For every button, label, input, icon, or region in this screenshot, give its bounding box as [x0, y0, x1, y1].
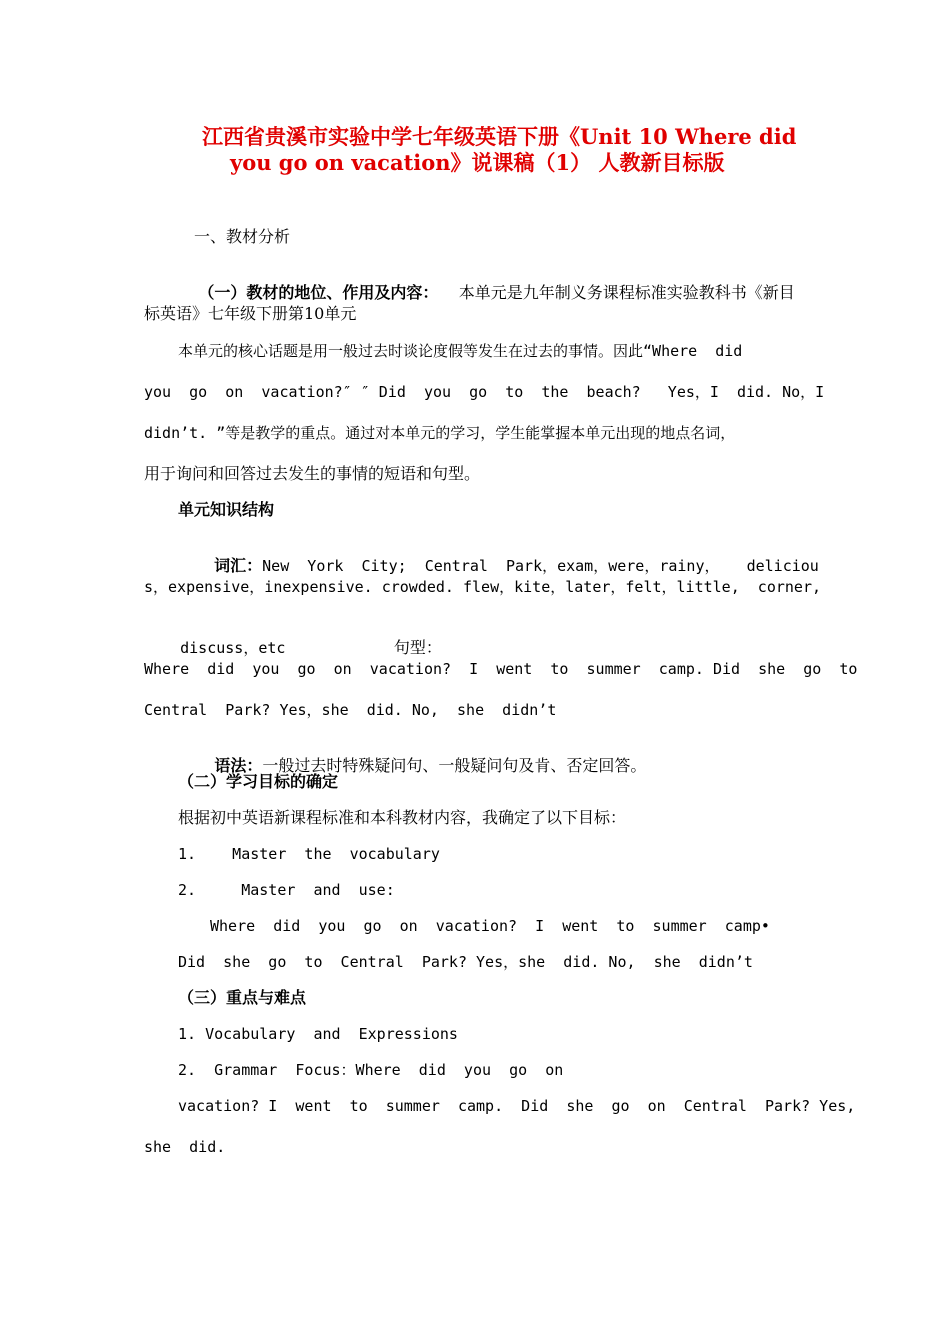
key-point-item-2: 2. Grammar Focus：Where did you go on [178, 1061, 564, 1079]
spacer [438, 283, 458, 302]
sentence-pattern-label: 句型： [393, 638, 442, 657]
objectives-intro: 根据初中英语新课程标准和本科教材内容，我确定了以下目标： [178, 808, 627, 827]
section-heading-textbook-analysis: 一、教材分析 [194, 227, 291, 246]
vocabulary-words-3: discuss，etc [180, 639, 286, 657]
position-text: 本单元是九年制义务课程标准实验教科书《新目 [458, 283, 795, 302]
spacer [285, 639, 393, 657]
objective-item-2-sentence-1: Where did you go on vacation? I went to summer camp• [210, 917, 770, 935]
objective-item-1: 1. Master the vocabulary [178, 845, 440, 863]
key-point-item-2-end: she did. [144, 1138, 226, 1156]
sentence-pattern-line-2: Central Park? Yes，she did. No, she didn’t [144, 701, 557, 719]
core-topic-line-2: you go on vacation?″ ″ Did you go to the beach? Yes，I did. No，I [144, 383, 825, 401]
core-topic-line-1: 本单元的核心话题是用一般过去时谈论度假等发生在过去的事情。因此“Where did [178, 342, 743, 360]
vocabulary-label: 词汇： [214, 556, 263, 575]
section-heading-learning-objectives: （二）学习目标的确定 [178, 772, 339, 791]
key-point-item-1: 1. Vocabulary and Expressions [178, 1025, 458, 1043]
core-topic-line-4: 用于询问和回答过去发生的事情的短语和句型。 [144, 464, 481, 483]
objective-item-2: 2. Master and use: [178, 881, 395, 899]
vocabulary-words-1: New York City; Central Park，exam，were，rainy， deliciou [262, 557, 819, 575]
subheading-position-label: （一）教材的地位、作用及内容： [198, 283, 439, 302]
grammar-text: 一般过去时特殊疑问句、一般疑问句及肯、否定回答。 [262, 756, 647, 775]
unit-structure-heading: 单元知识结构 [178, 500, 275, 519]
key-point-item-2-continued: vacation? I went to summer camp. Did she go on Central Park? Yes, [178, 1097, 856, 1115]
sentence-pattern-line-1: Where did you go on vacation? I went to summer camp. Did she go to [144, 660, 858, 678]
position-text-continued: 标英语》七年级下册第10单元 [144, 304, 357, 323]
grammar-label: 语法： [214, 756, 263, 775]
objective-item-2-sentence-2: Did she go to Central Park? Yes，she did. No, she didn’t [178, 953, 753, 971]
vocabulary-line-2: s，expensive，inexpensive. crowded. flew，kite，later，felt，little, corner, [144, 578, 822, 596]
document-title-line-2: you go on vacation》说课稿（1） 人教新目标版 [230, 150, 725, 175]
core-topic-line-3: didn’t. ”等是教学的重点。通过对本单元的学习，学生能掌握本单元出现的地点名词， [144, 424, 736, 442]
document-title-line-1: 江西省贵溪市实验中学七年级英语下册《Unit 10 Where did [202, 124, 797, 149]
section-heading-key-points: （三）重点与难点 [178, 988, 307, 1007]
